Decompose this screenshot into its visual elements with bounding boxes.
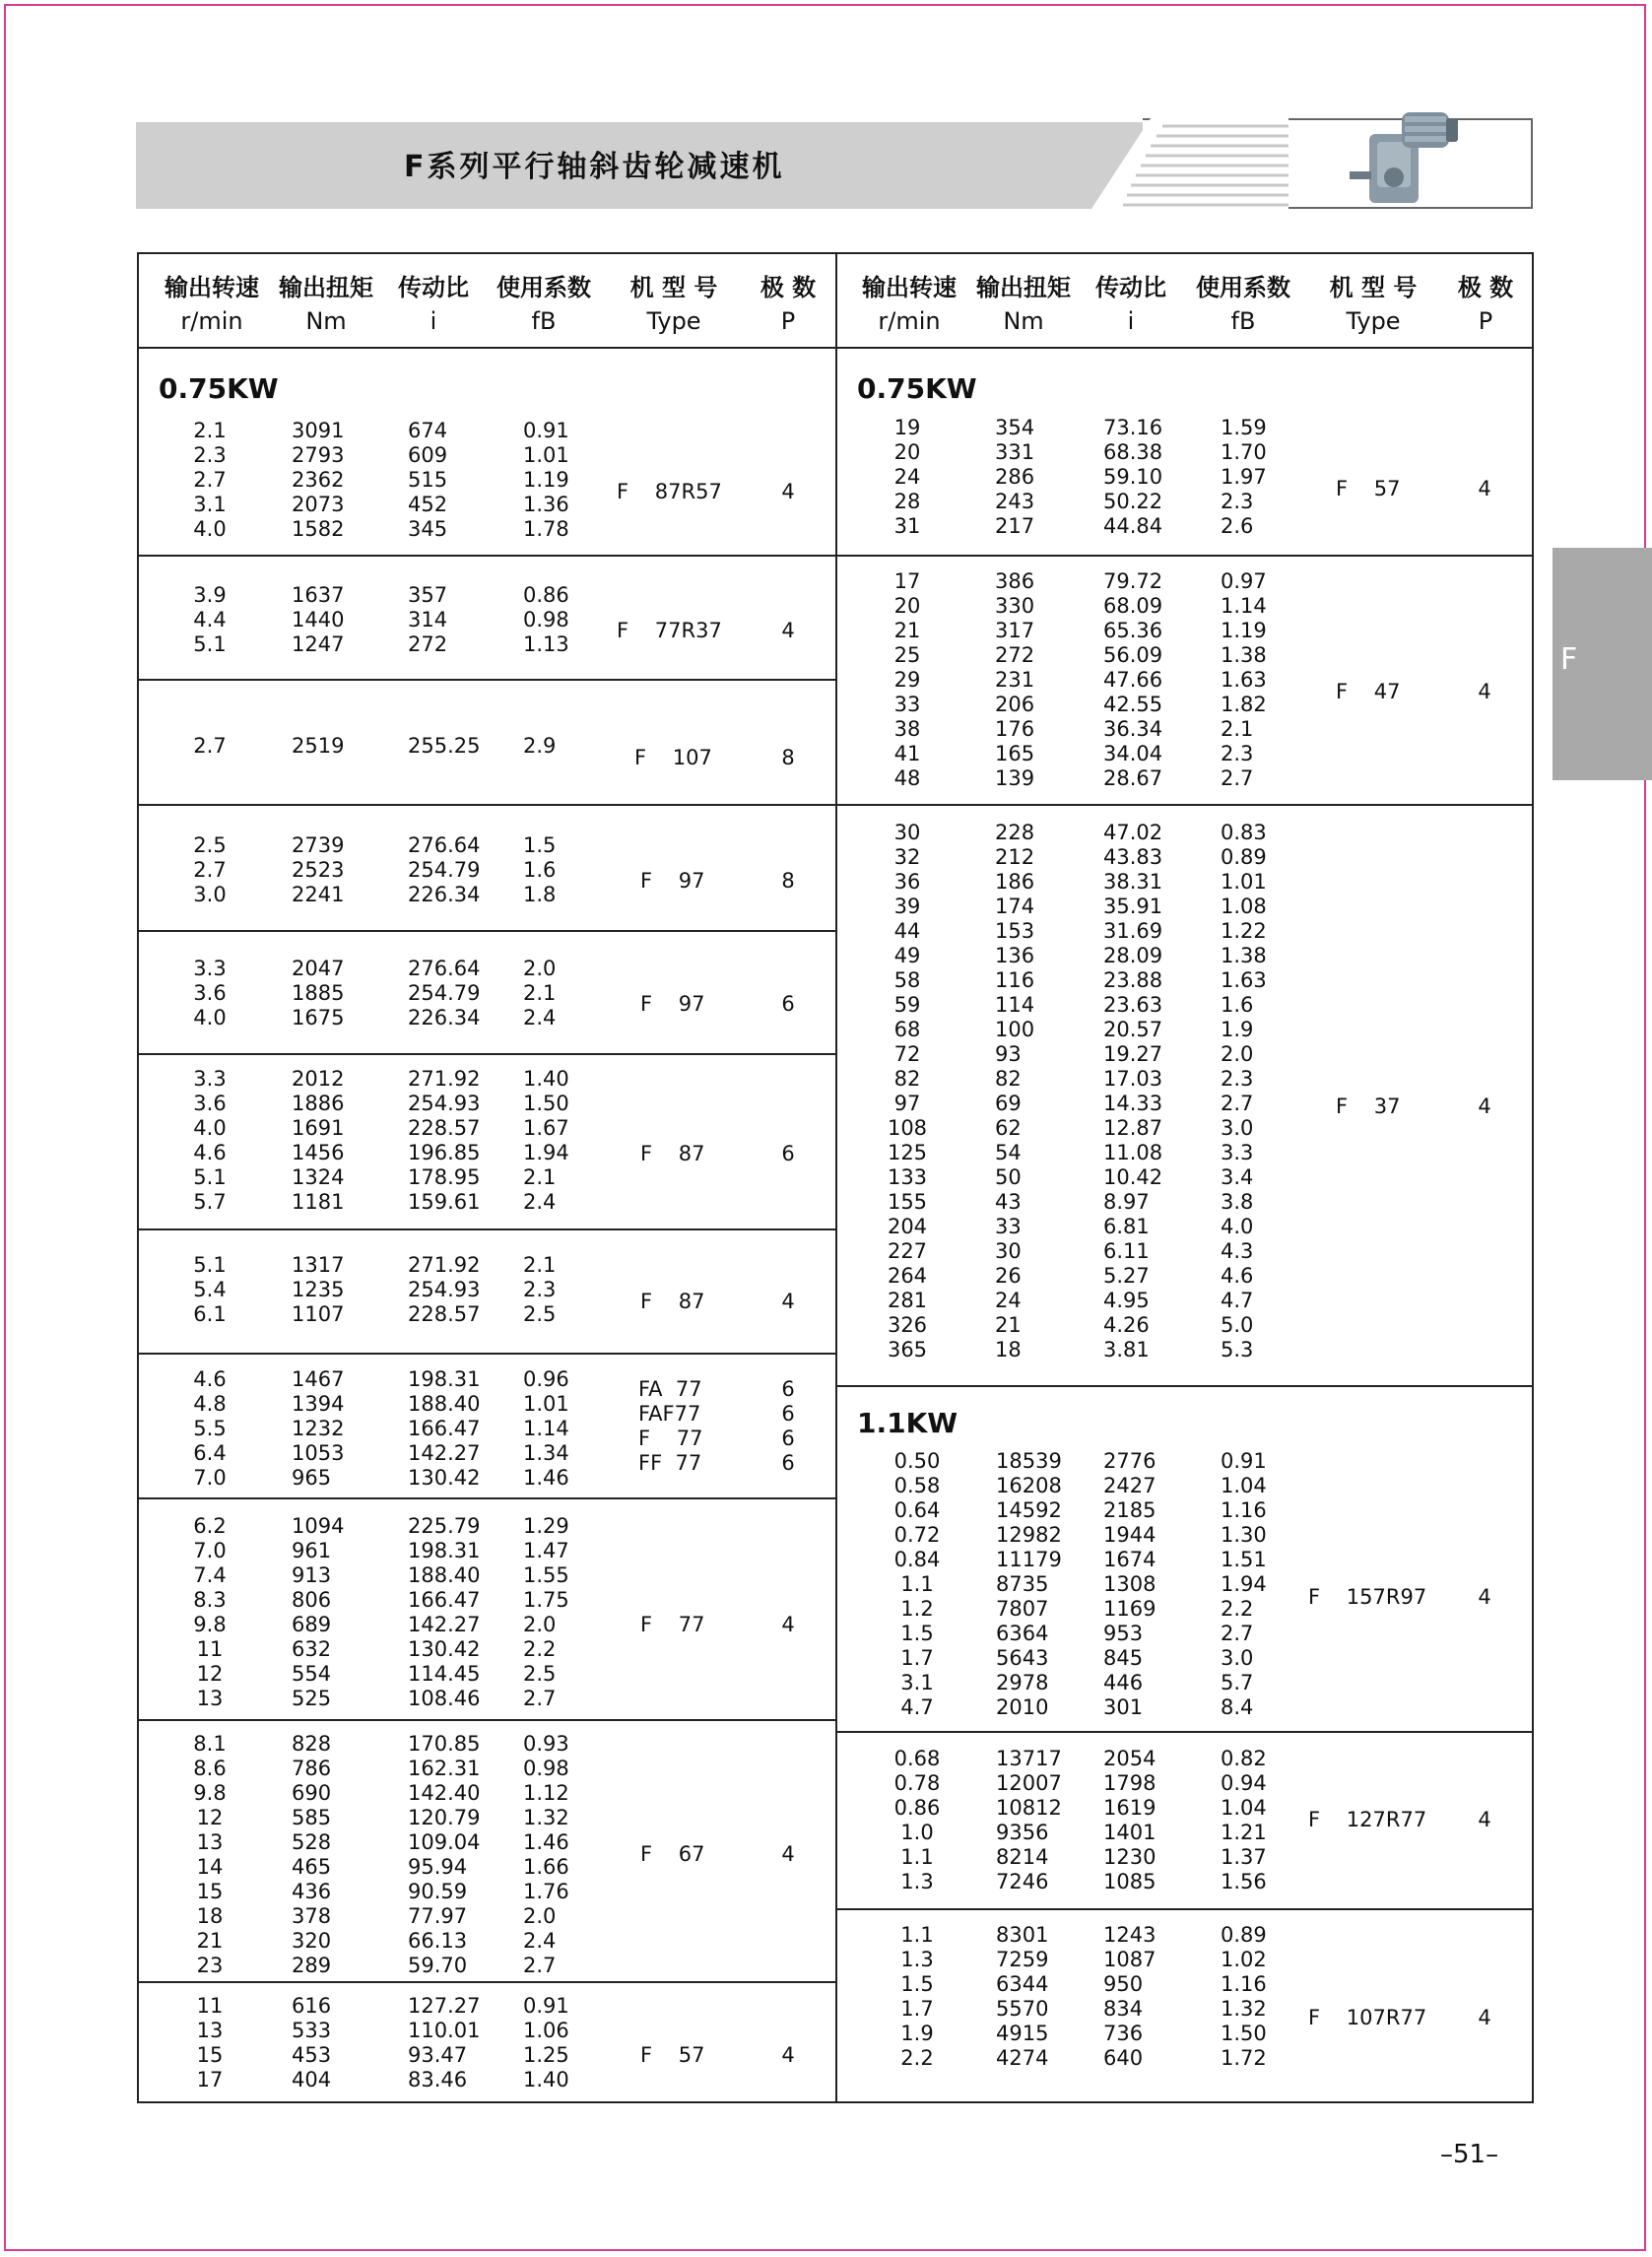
poles: 4: [781, 1613, 795, 1636]
ratio-values: 276.64 254.79 226.34: [408, 957, 481, 1029]
ratio-values: 674 609 515 452 345: [408, 419, 448, 541]
torque-values: 228 212 186 174 153 136 116 114 100 93 82 69 62 54 50 43 33 30 26 24 21 18: [995, 821, 1035, 1361]
model-type: F 77: [640, 1613, 705, 1636]
factor-values: 1.59 1.70 1.97 2.3 2.6: [1221, 416, 1267, 538]
torque-values: 1094 961 913 806 689 632 554 525: [292, 1514, 345, 1710]
torque-values: 18539 16208 14592 12982 11179 8735 7807 6364 5643 2978 2010: [996, 1449, 1062, 1719]
poles: 4: [1478, 1585, 1491, 1609]
torque-values: 13717 12007 10812 9356 8214 7246: [996, 1747, 1062, 1893]
col-head-type: 机 型 号: [1329, 274, 1418, 301]
model-type: F 97: [640, 869, 705, 893]
model-type: F 57: [1336, 477, 1401, 500]
header-divider: [137, 347, 1534, 349]
factor-values: 0.91 1.04 1.16 1.30 1.51 1.94 2.2 2.7 3.0 5.7 8.4: [1221, 1449, 1267, 1719]
speed-values: 8.1 8.6 9.8 12 13 14 15 18 21 23: [193, 1732, 227, 1977]
speed-values: 0.50 0.58 0.64 0.72 0.84 1.1 1.2 1.5 1.7 3.1 4.7: [893, 1449, 941, 1719]
ratio-values: 47.02 43.83 38.31 35.91 31.69 28.09 23.88 23.63 20.57 19.27 17.03 14.33 12.87 11.08 10.42 8.97 6.81 6.11 5.27 4.95 4.26 3.81: [1103, 821, 1163, 1361]
poles: 4: [1478, 1095, 1491, 1118]
poles: 4: [1478, 680, 1491, 703]
poles: 4: [781, 1290, 795, 1313]
ratio-values: 2054 1798 1619 1401 1230 1085: [1103, 1747, 1156, 1893]
model-type: F 67: [640, 1842, 705, 1866]
model-type: F 107R77: [1308, 2006, 1427, 2029]
poles: 6: [781, 992, 795, 1016]
col-head-ratio: 传动比: [1095, 274, 1166, 301]
poles: 4: [781, 619, 795, 642]
ratio-values: 2776 2427 2185 1944 1674 1308 1169 953 845 446 301: [1103, 1449, 1156, 1719]
speed-values: 3.3 3.6 4.0 4.6 5.1 5.7: [193, 1067, 227, 1214]
poles: 4: [1478, 2006, 1491, 2029]
poles: 6: [781, 1142, 795, 1165]
ratio-values: 198.31 188.40 166.47 142.27 130.42: [408, 1367, 481, 1490]
model-type: F 87R57: [617, 480, 722, 503]
factor-values: 0.86 0.98 1.13: [523, 583, 569, 656]
row-divider: [137, 1497, 836, 1499]
gear-motor-image: [1348, 104, 1466, 213]
speed-values: 2.5 2.7 3.0: [193, 833, 227, 906]
speed-values: 0.68 0.78 0.86 1.0 1.1 1.3: [893, 1747, 941, 1893]
torque-values: 354 331 286 243 217: [995, 416, 1035, 538]
factor-values: 0.93 0.98 1.12 1.32 1.46 1.66 1.76 2.0 2.4 2.7: [523, 1732, 569, 1977]
ratio-values: 1243 1087 950 834 736 640: [1103, 1923, 1156, 2070]
poles: 8: [781, 869, 795, 893]
torque-values: 2047 1885 1675: [292, 957, 345, 1029]
factor-values: 2.0 2.1 2.4: [523, 957, 557, 1029]
torque-values: 2739 2523 2241: [292, 833, 345, 906]
speed-values: 6.2 7.0 7.4 8.3 9.8 11 12 13: [193, 1514, 227, 1710]
col-head-torque: 输出扭矩: [279, 274, 373, 301]
speed-values: 1.1 1.3 1.5 1.7 1.9 2.2: [900, 1923, 934, 2070]
row-divider: [137, 679, 836, 681]
torque-values: 386 330 317 272 231 206 176 165 139: [995, 569, 1035, 790]
ratio-values: 73.16 68.38 59.10 50.22 44.84: [1103, 416, 1163, 538]
section-title-left: 0.75KW: [159, 372, 279, 405]
factor-values: 1.29 1.47 1.55 1.75 2.0 2.2 2.5 2.7: [523, 1514, 569, 1710]
page-number: –51–: [1440, 2140, 1499, 2169]
torque-values: 1317 1235 1107: [292, 1253, 345, 1326]
col-head-factor: 使用系数: [496, 274, 591, 301]
col-head-type-unit: Type: [1346, 307, 1401, 335]
row-divider: [836, 1731, 1534, 1733]
side-tab-label: F: [1560, 642, 1578, 677]
factor-values: 0.91 1.01 1.19 1.36 1.78: [523, 419, 569, 541]
factor-values: 0.82 0.94 1.04 1.21 1.37 1.56: [1221, 1747, 1267, 1893]
col-head-factor-unit: fB: [1230, 307, 1256, 335]
row-divider: [836, 555, 1534, 557]
ratio-values: 271.92 254.93 228.57 196.85 178.95 159.61: [408, 1067, 481, 1214]
row-divider: [836, 1908, 1534, 1910]
col-head-factor-unit: fB: [531, 307, 557, 335]
factor-values: 0.96 1.01 1.14 1.34 1.46: [523, 1367, 569, 1490]
torque-values: 616 533 453 404: [292, 1994, 332, 2091]
ratio-values: 170.85 162.31 142.40 120.79 109.04 95.94 90.59 77.97 66.13 59.70: [408, 1732, 481, 1977]
poles: 4: [1478, 1808, 1491, 1831]
poles: 8: [781, 746, 795, 769]
speed-values: 5.1 5.4 6.1: [193, 1253, 227, 1326]
model-type: F 157R97: [1308, 1585, 1427, 1609]
col-head-ratio: 传动比: [398, 274, 469, 301]
col-head-torque: 输出扭矩: [976, 274, 1071, 301]
section-title-right: 0.75KW: [857, 372, 977, 405]
torque-values: 2519: [292, 734, 345, 758]
speed-values: 2.7: [193, 734, 227, 758]
ratio-values: 255.25: [408, 734, 481, 758]
col-head-poles: 极 数: [1457, 274, 1514, 301]
speed-values: 3.3 3.6 4.0: [193, 957, 227, 1029]
model-type: F 107: [634, 746, 712, 769]
torque-values: 1467 1394 1232 1053 965: [292, 1367, 345, 1490]
model-type: F 47: [1336, 680, 1401, 703]
ratio-values: 225.79 198.31 188.40 166.47 142.27 130.42 114.45 108.46: [408, 1514, 481, 1710]
column-divider: [835, 252, 837, 2103]
ratio-values: 357 314 272: [408, 583, 448, 656]
poles-list: 6 6 6 6: [781, 1377, 795, 1475]
row-divider: [137, 1053, 836, 1055]
model-type: F 57: [640, 2043, 705, 2067]
speed-values: 11 13 15 17: [196, 1994, 224, 2091]
model-type: F 127R77: [1308, 1808, 1427, 1831]
banner-stripes: [1091, 118, 1289, 209]
poles: 4: [781, 1842, 795, 1866]
poles: 4: [781, 480, 795, 503]
row-divider: [836, 804, 1534, 806]
col-head-speed-unit: r/min: [878, 307, 941, 335]
torque-values: 3091 2793 2362 2073 1582: [292, 419, 345, 541]
col-head-ratio-unit: i: [1127, 307, 1135, 335]
col-head-poles-unit: P: [1478, 307, 1493, 335]
col-head-speed: 输出转速: [165, 274, 259, 301]
torque-values: 1637 1440 1247: [292, 583, 345, 656]
row-divider: [836, 1385, 1534, 1387]
ratio-values: 276.64 254.79 226.34: [408, 833, 481, 906]
row-divider: [137, 804, 836, 806]
col-head-speed: 输出转速: [862, 274, 957, 301]
col-head-torque-unit: Nm: [305, 307, 347, 335]
factor-values: 0.83 0.89 1.01 1.08 1.22 1.38 1.63 1.6 1.9 2.0 2.3 2.7 3.0 3.3 3.4 3.8 4.0 4.3 4.6 4.7 5.0 5.3: [1221, 821, 1267, 1361]
poles: 4: [1478, 477, 1491, 500]
col-head-type-unit: Type: [646, 307, 701, 335]
model-type: F 37: [1336, 1095, 1401, 1118]
speed-values: 3.9 4.4 5.1: [193, 583, 227, 656]
col-head-type: 机 型 号: [629, 274, 718, 301]
page-title: F系列平行轴斜齿轮减速机: [404, 150, 785, 184]
factor-values: 0.97 1.14 1.19 1.38 1.63 1.82 2.1 2.3 2.7: [1221, 569, 1267, 790]
speed-values: 2.1 2.3 2.7 3.1 4.0: [193, 419, 227, 541]
ratio-values: 271.92 254.93 228.57: [408, 1253, 481, 1326]
col-head-factor: 使用系数: [1196, 274, 1290, 301]
row-divider: [137, 1353, 836, 1355]
factor-values: 1.5 1.6 1.8: [523, 833, 557, 906]
poles: 4: [781, 2043, 795, 2067]
speed-values: 30 32 36 39 44 49 58 59 68 72 82 97 108 125 133 155 204 227 264 281 326 365: [887, 821, 928, 1361]
model-type: F 97: [640, 992, 705, 1016]
speed-values: 4.6 4.8 5.5 6.4 7.0: [193, 1367, 227, 1490]
ratio-values: 127.27 110.01 93.47 83.46: [408, 1994, 481, 2091]
model-type: F 87: [640, 1290, 705, 1313]
factor-values: 0.89 1.02 1.16 1.32 1.50 1.72: [1221, 1923, 1267, 2070]
torque-values: 2012 1886 1691 1456 1324 1181: [292, 1067, 345, 1214]
row-divider: [137, 1228, 836, 1230]
col-head-poles-unit: P: [780, 307, 796, 335]
factor-values: 2.1 2.3 2.5: [523, 1253, 557, 1326]
speed-values: 17 20 21 25 29 33 38 41 48: [893, 569, 921, 790]
factor-values: 0.91 1.06 1.25 1.40: [523, 1994, 569, 2091]
speed-values: 19 20 24 28 31: [893, 416, 921, 538]
model-type: F 77R37: [617, 619, 722, 642]
model-type-list: FA 77 FAF77 F 77 FF 77: [638, 1377, 703, 1475]
col-head-torque-unit: Nm: [1003, 307, 1044, 335]
factor-values: 2.9: [523, 734, 557, 758]
torque-values: 8301 7259 6344 5570 4915 4274: [996, 1923, 1049, 2070]
model-type: F 87: [640, 1142, 705, 1165]
row-divider: [137, 1981, 836, 1983]
row-divider: [137, 1719, 836, 1721]
torque-values: 828 786 690 585 528 465 436 378 320 289: [292, 1732, 332, 1977]
row-divider: [137, 555, 836, 557]
ratio-values: 79.72 68.09 65.36 56.09 47.66 42.55 36.34 34.04 28.67: [1103, 569, 1163, 790]
col-head-speed-unit: r/min: [180, 307, 243, 335]
factor-values: 1.40 1.50 1.67 1.94 2.1 2.4: [523, 1067, 569, 1214]
section-title-right-b: 1.1KW: [857, 1407, 958, 1439]
row-divider: [137, 930, 836, 932]
col-head-poles: 极 数: [760, 274, 817, 301]
col-head-ratio-unit: i: [430, 307, 437, 335]
